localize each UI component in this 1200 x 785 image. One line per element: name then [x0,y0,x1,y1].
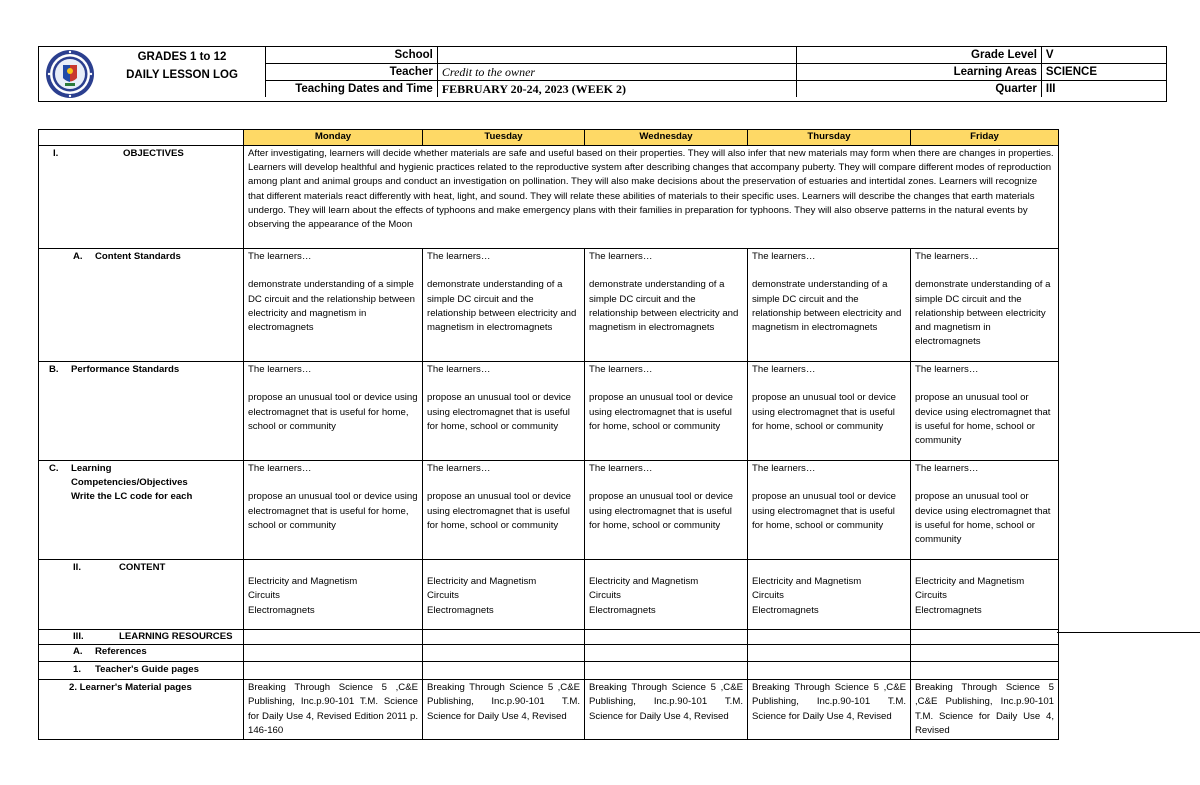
day-header-friday: Friday [911,130,1059,146]
school-label: School [266,47,438,64]
content-line2: Circuits [427,590,459,602]
competencies-thursday [748,461,911,560]
content-standards-row [39,249,1059,362]
content-standards-monday [244,249,423,362]
content-row [39,560,1059,630]
learners-material-wednesday: Breaking Through Science 5 ,C&E Publishing, Inc.p.90-101 T.M. Science for Daily Use 4, Revised [585,680,748,740]
learners-material-monday: Breaking Through Science 5 ,C&E Publishing, Inc.p.90-101 T.M. Science for Daily Use 4, Revised Edition 2011 p. 146-160 [244,680,423,740]
performance-standards-intro: The learners… [248,364,312,375]
content-line3: Electromagnets [915,604,982,616]
objectives-row [39,146,1059,249]
teachers-guide-wednesday [585,662,748,680]
competencies-text: propose an unusual tool or device using electromagnet that is useful for home, school or community [915,491,1051,545]
learners-material-label: 2. Learner's Material pages [69,682,192,694]
objectives-label-cell [39,146,244,249]
learning-areas-value: SCIENCE [1041,64,1166,81]
content-standards-intro: The learners… [248,251,312,262]
content-line1: Electricity and Magnetism [589,576,699,588]
content-line2: Circuits [248,590,280,602]
references-num: A. [73,646,83,658]
competencies-intro: The learners… [915,463,979,474]
content-line3: Electromagnets [248,604,315,616]
teachers-guide-label-cell [39,662,244,680]
competencies-label-line2: Competencies/Objectives [71,477,188,489]
learners-material-thursday: Breaking Through Science 5 ,C&E Publishing, Inc.p.90-101 T.M. Science for Daily Use 4, Revised [748,680,911,740]
performance-standards-label-cell [39,362,244,461]
learning-resources-thursday [748,630,911,645]
competencies-label-line1: Learning [71,463,112,474]
learners-material-row [39,680,1059,740]
references-monday [244,645,423,662]
learning-resources-num: III. [73,631,84,642]
learning-resources-monday [244,630,423,645]
performance-standards-intro: The learners… [427,364,491,375]
school-value [437,47,796,64]
learning-resources-friday [911,630,1059,645]
competencies-wednesday [585,461,748,560]
teaching-dates-value: FEBRUARY 20-24, 2023 (WEEK 2) [437,81,796,98]
learning-resources-wednesday [585,630,748,645]
content-line2: Circuits [752,590,784,602]
content-num: II. [73,562,81,573]
objectives-text: After investigating, learners will decide whether materials are safe and useful based on their properties. They will also infer that new materials may form when there are changes in properties. Learners will develop healthful and hygienic practices related to the reproductive system after describing changes that accompany puberty. They will compare different modes of reproduction among plant and animal groups and conduct an investigation on pollination. They will also make decisions about the preservation of estuaries and intertidal zones. Learners will recognize that different materials react differently with heat, light, and sound. They will relate these abilities of materials to their specific uses. Learners will describe the changes that earth materials undergo. They will learn about the effects of typhoons and make emergency plans with their families in preparation for typhoons. They will also observe patterns in the natural events by observing the appearance of the Moon [244,146,1059,249]
teachers-guide-tuesday [423,662,585,680]
day-header-thursday: Thursday [748,130,911,146]
content-standards-text: demonstrate understanding of a simple DC circuit and the relationship between electricity and magnetism in electromagnets [427,279,577,333]
content-line2: Circuits [915,590,947,602]
content-standards-label-cell [39,249,244,362]
content-standards-text: demonstrate understanding of a simple DC circuit and the relationship between electricity and magnetism in electromagnets [248,279,415,333]
day-header-tuesday: Tuesday [423,130,585,146]
teachers-guide-friday [911,662,1059,680]
title-daily-lesson-log: DAILY LESSON LOG [126,69,238,81]
teaching-dates-label: Teaching Dates and Time [266,81,438,98]
competencies-label-cell [39,461,244,560]
content-line1: Electricity and Magnetism [752,576,862,588]
content-friday [911,560,1059,630]
competencies-text: propose an unusual tool or device using electromagnet that is useful for home, school or community [248,491,418,531]
learning-resources-label-cell [39,630,244,645]
content-line3: Electromagnets [427,604,494,616]
performance-standards-intro: The learners… [589,364,653,375]
content-standards-intro: The learners… [915,251,979,262]
performance-standards-friday [911,362,1059,461]
day-header-wednesday: Wednesday [585,130,748,146]
competencies-row [39,461,1059,560]
teachers-guide-thursday [748,662,911,680]
header-block [38,46,1167,102]
content-standards-text: demonstrate understanding of a simple DC circuit and the relationship between electricity and magnetism in electromagnets [915,279,1051,348]
teacher-label: Teacher [266,64,438,81]
content-line1: Electricity and Magnetism [427,576,537,588]
content-standards-intro: The learners… [589,251,653,262]
competencies-intro: The learners… [248,463,312,474]
content-line1: Electricity and Magnetism [915,576,1025,588]
content-standards-wednesday [585,249,748,362]
performance-standards-monday [244,362,423,461]
content-standards-thursday [748,249,911,362]
content-standards-text: demonstrate understanding of a simple DC circuit and the relationship between electricity and magnetism in electromagnets [752,279,902,333]
content-standards-text: demonstrate understanding of a simple DC circuit and the relationship between electricity and magnetism in electromagnets [589,279,739,333]
performance-standards-label: Performance Standards [71,364,180,375]
quarter-value: III [1041,81,1166,98]
content-line3: Electromagnets [752,604,819,616]
learners-material-tuesday: Breaking Through Science 5 ,C&E Publishing, Inc.p.90-101 T.M. Science for Daily Use 4, Revised [423,680,585,740]
references-label: References [95,646,147,658]
references-thursday [748,645,911,662]
competencies-intro: The learners… [589,463,653,474]
content-standards-friday [911,249,1059,362]
content-tuesday [423,560,585,630]
competencies-text: propose an unusual tool or device using electromagnet that is useful for home, school or community [752,491,897,531]
content-standards-intro: The learners… [752,251,816,262]
day-header-monday: Monday [244,130,423,146]
teachers-guide-num: 1. [73,664,82,676]
competencies-text: propose an unusual tool or device using electromagnet that is useful for home, school or community [427,491,572,531]
references-wednesday [585,645,748,662]
teachers-guide-row [39,662,1059,680]
teachers-guide-monday [244,662,423,680]
learning-areas-label: Learning Areas [796,64,1041,81]
learning-resources-rule [1057,632,1200,633]
performance-standards-intro: The learners… [752,364,816,375]
learning-resources-label: LEARNING RESOURCES [119,631,233,642]
content-thursday [748,560,911,630]
content-wednesday [585,560,748,630]
content-label-cell [39,560,244,630]
grade-level-value: V [1041,47,1166,64]
performance-standards-row [39,362,1059,461]
references-row [39,645,1059,662]
objectives-label: OBJECTIVES [123,148,184,159]
lesson-plan-table [38,129,1059,740]
objectives-num: I. [53,148,59,159]
content-line1: Electricity and Magnetism [248,576,358,588]
competencies-tuesday [423,461,585,560]
content-label: CONTENT [119,562,166,573]
learning-resources-row [39,630,1059,645]
performance-standards-wednesday [585,362,748,461]
content-line2: Circuits [589,590,621,602]
references-tuesday [423,645,585,662]
performance-standards-tuesday [423,362,585,461]
grade-level-label: Grade Level [796,47,1041,64]
references-friday [911,645,1059,662]
learners-material-label-cell [39,680,244,740]
content-line3: Electromagnets [589,604,656,616]
competencies-text: propose an unusual tool or device using electromagnet that is useful for home, school or community [589,491,734,531]
title-grades: GRADES 1 to 12 [137,51,227,63]
competencies-intro: The learners… [752,463,816,474]
competencies-intro: The learners… [427,463,491,474]
performance-standards-text: propose an unusual tool or device using electromagnet that is useful for home, school or community [752,392,897,432]
performance-standards-text: propose an unusual tool or device using electromagnet that is useful for home, school or community [589,392,734,432]
teacher-value: Credit to the owner [437,64,796,81]
teachers-guide-label: Teacher's Guide pages [95,664,199,676]
content-standards-intro: The learners… [427,251,491,262]
performance-standards-thursday [748,362,911,461]
performance-standards-text: propose an unusual tool or device using electromagnet that is useful for home, school or community [427,392,572,432]
performance-standards-num: B. [49,364,59,375]
header-info-table [265,47,1166,97]
learning-resources-tuesday [423,630,585,645]
content-standards-num: A. [73,251,83,262]
performance-standards-text: propose an unusual tool or device using electromagnet that is useful for home, school or community [248,392,418,432]
competencies-label-line3: Write the LC code for each [71,491,193,503]
content-standards-label: Content Standards [95,251,181,262]
days-header-blank [39,130,244,146]
content-standards-tuesday [423,249,585,362]
competencies-monday [244,461,423,560]
deped-seal-icon [41,48,99,100]
quarter-label: Quarter [796,81,1041,98]
learners-material-friday: Breaking Through Science 5 ,C&E Publishing, Inc.p.90-101 T.M. Science for Daily Use 4, Revised [911,680,1059,740]
competencies-num: C. [49,463,59,474]
references-label-cell [39,645,244,662]
performance-standards-text: propose an unusual tool or device using electromagnet that is useful for home, school or community [915,392,1051,446]
days-header-row [39,130,1059,146]
performance-standards-intro: The learners… [915,364,979,375]
competencies-friday [911,461,1059,560]
content-monday [244,560,423,630]
